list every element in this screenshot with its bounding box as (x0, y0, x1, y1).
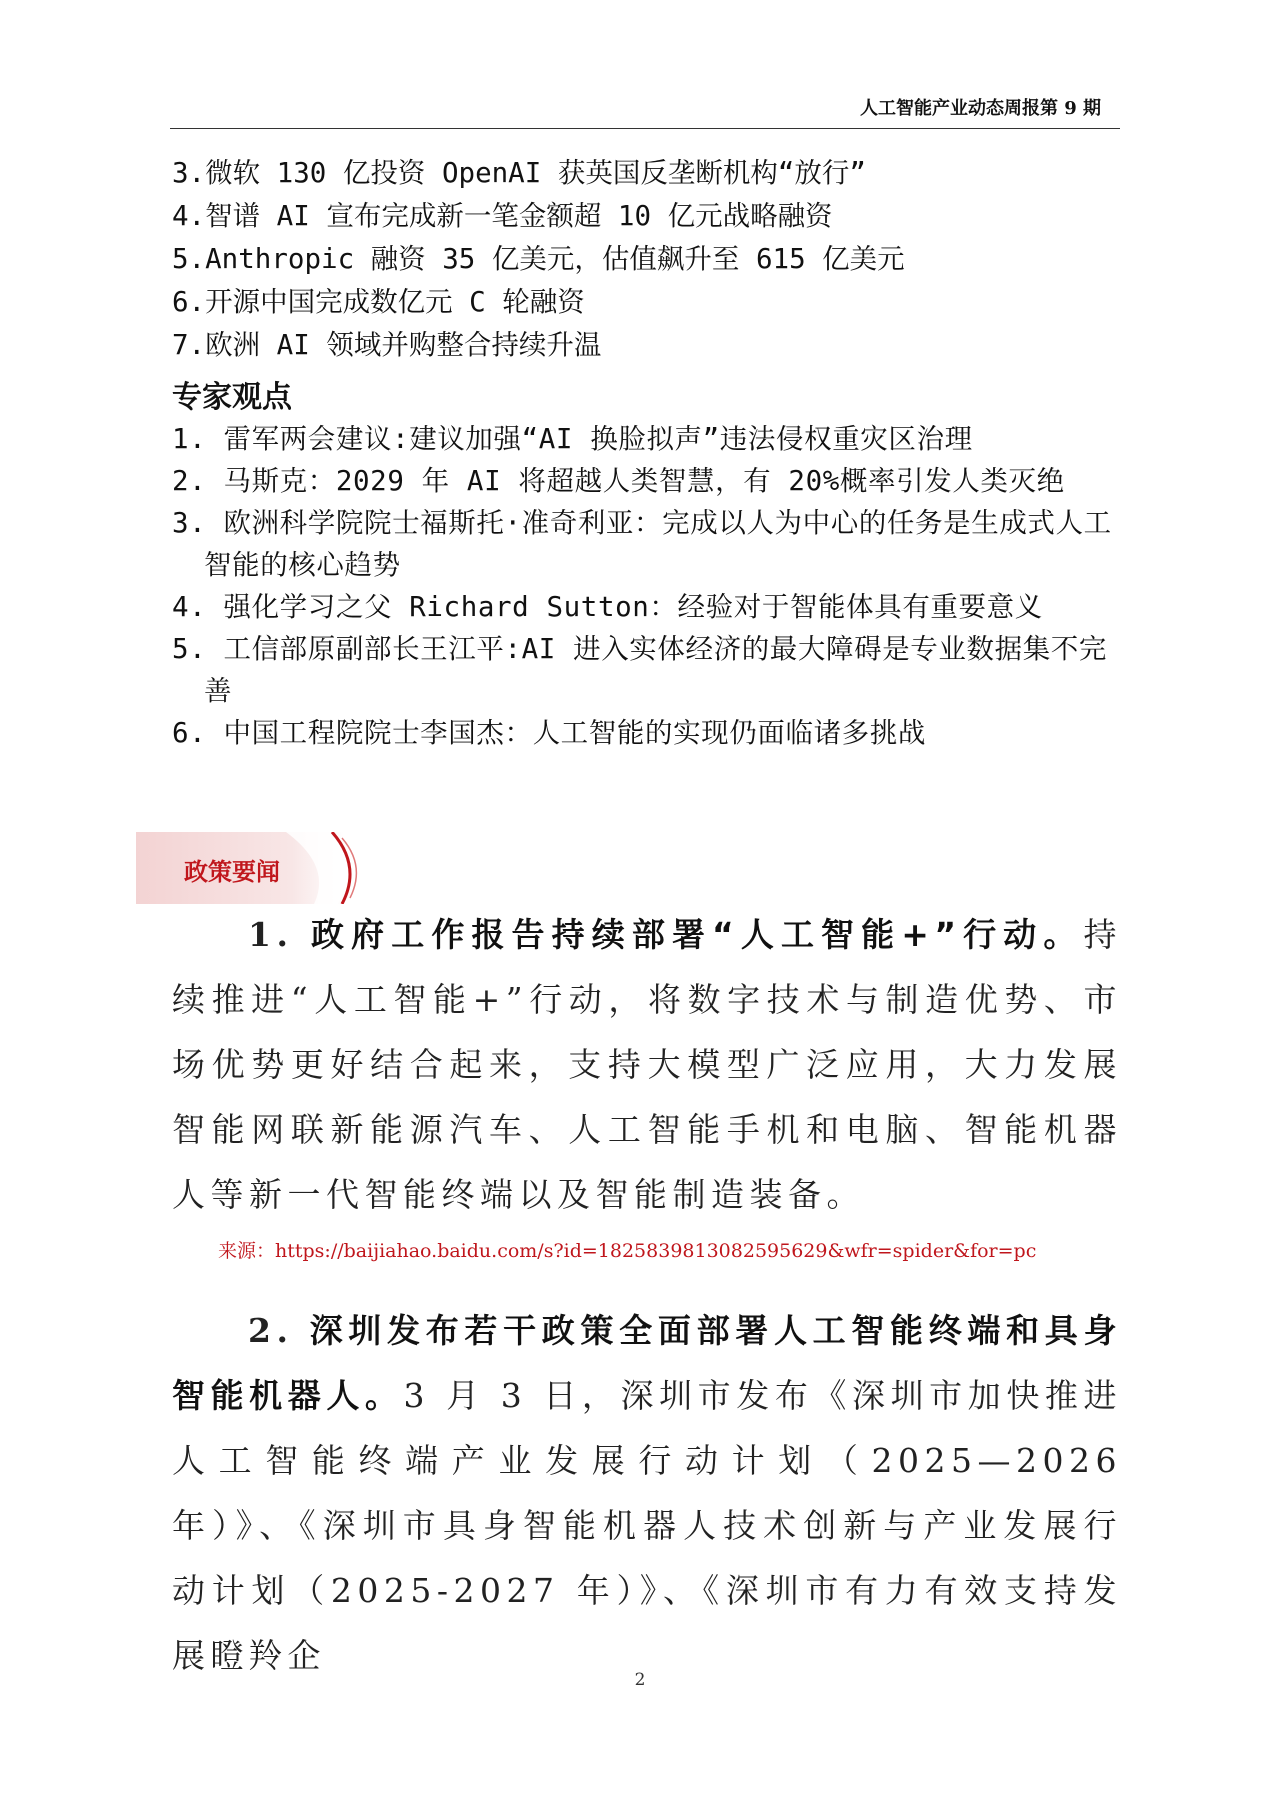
list-item: 5. 工信部原副部长王江平:AI 进入实体经济的最大障碍是专业数据集不完善 (172, 633, 1107, 707)
news-list (172, 152, 1122, 367)
list-item: 4. 强化学习之父 Richard Sutton：经验对于智能体具有重要意义 (172, 591, 1043, 623)
list-item: 6.开源中国完成数亿元 C 轮融资 (172, 286, 585, 318)
policy-paragraph-1 (172, 902, 1122, 1227)
paragraph-lead: 政府工作报告持续部署“人工智能+”行动。 (311, 915, 1084, 954)
paragraph-body: 3 月 3 日，深圳市发布《深圳市加快推进人工智能终端产业发展行动计划（2025—2026 年）》、《深圳市具身智能机器人技术创新与产业发展行动计划（2025-2027 年）》、《深圳市有力有效支持发展瞪羚企 (172, 1376, 1122, 1675)
list-item: 1. 雷军两会建议:建议加强“AI 换脸拟声”违法侵权重灾区治理 (172, 423, 973, 455)
policy-paragraph-2 (172, 1298, 1122, 1688)
policy-section-banner (136, 832, 366, 904)
list-item: 7.欧洲 AI 领域并购整合持续升温 (172, 329, 602, 361)
header-divider (170, 128, 1120, 129)
source-link[interactable]: 来源：https://baijiahao.baidu.com/s?id=1825839813082595629&wfr=spider&for=pc (218, 1240, 1037, 1262)
list-item: 5.Anthropic 融资 35 亿美元，估值飙升至 615 亿美元 (172, 243, 905, 275)
list-item: 3.微软 130 亿投资 OpenAI 获英国反垄断机构“放行” (172, 157, 866, 189)
page-number: 2 (634, 1670, 646, 1690)
paragraph-number: 2. (248, 1311, 294, 1350)
expert-views-list (172, 418, 1122, 754)
paragraph-number: 1. (248, 915, 294, 954)
paragraph-body: 持续推进“人工智能+”行动，将数字技术与制造优势、市场优势更好结合起来，支持大模型广泛应用，大力发展智能网联新能源汽车、人工智能手机和电脑、智能机器人等新一代智能终端以及智能制造装备。 (172, 915, 1122, 1214)
list-item: 4.智谱 AI 宣布完成新一笔金额超 10 亿元战略融资 (172, 200, 833, 232)
list-item: 2. 马斯克：2029 年 AI 将超越人类智慧，有 20%概率引发人类灭绝 (172, 465, 1065, 497)
policy-banner-label: 政策要闻 (184, 858, 280, 886)
paragraph-lead: 深圳发布若干政策全面部署人工智能终端和具身智能机器人。 (172, 1311, 1122, 1415)
list-item: 6. 中国工程院院士李国杰：人工智能的实现仍面临诸多挑战 (172, 717, 926, 749)
expert-section-heading: 专家观点 (172, 380, 292, 415)
list-item: 3. 欧洲科学院院士福斯托·准奇利亚：完成以人为中心的任务是生成式人工智能的核心趋势 (172, 507, 1112, 581)
report-title: 人工智能产业动态周报第 9 期 (860, 98, 1102, 119)
